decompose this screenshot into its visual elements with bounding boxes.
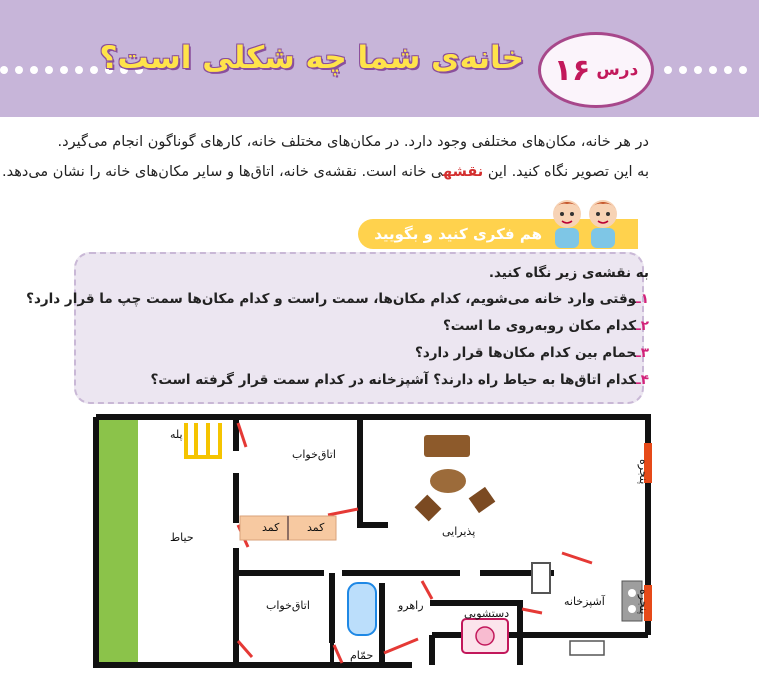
question-number: ۱ـ [636,291,649,307]
label-kitchen: آشپزخانه [564,595,605,608]
label-window-1: پنجره [637,459,650,485]
label-washroom: دستشویی [464,607,510,620]
question-item [443,318,649,334]
question-number: ۴ـ [636,372,649,388]
question-item [415,345,649,361]
label-stairs: پله [170,428,183,441]
label-closet-1: کمد [262,521,280,534]
armchair-icon [415,495,442,522]
lesson-badge-word: درس [596,60,639,80]
label-bathroom: حمّام [350,649,374,662]
label-yard: حیاط [170,531,194,544]
question-number: ۲ـ [636,318,649,334]
questions-prompt: به نقشه‌ی زیر نگاه کنید. [488,265,649,281]
question-text: وقتی وارد خانه می‌شویم، کدام مکان‌ها، سمت راست و کدام مکان‌ها سمت چپ ما قرار دارد؟ [26,291,637,307]
label-bedroom-2: اتاق‌خواب [266,599,310,612]
question-text: کدام مکان روبه‌روی ما است؟ [442,318,637,334]
table-icon [430,469,466,493]
sofa-icon [424,435,470,457]
label-closet-2: کمد [307,521,325,534]
intro-line-2-before: به این تصویر نگاه کنید. این [483,164,649,180]
decorative-dots-right [664,66,747,78]
question-text: حمام بین کدام مکان‌ها قرار دارد؟ [415,345,637,361]
bathtub-icon [348,583,376,635]
intro-line-2 [2,164,649,180]
floor-plan-drawing [92,413,652,676]
lesson-badge-number: ۱۶ [553,52,591,88]
lesson-header [0,0,759,117]
label-hallway: راهرو [398,599,424,612]
intro-line-1: در هر خانه، مکان‌های مختلفی وجود دارد. در مکان‌های مختلف خانه، کارهای گوناگون انجام می‌گیرد. [57,134,649,150]
yard-grass [98,419,138,665]
armchair-icon [469,487,496,513]
question-number: ۳ـ [636,345,649,361]
activity-banner: هم فکری کنید و بگویید [358,219,638,249]
label-window-2: پنجره [637,589,650,615]
lesson-badge [538,32,654,108]
question-item [26,291,649,307]
floor-plan [92,413,652,676]
label-living-room: پذیرایی [442,525,476,538]
intro-line-2-highlight: نقشه [443,164,484,180]
sink-icon [570,641,604,655]
fridge-icon [532,563,550,593]
intro-line-2-after: ی خانه است. نقشه‌ی خانه، اتاق‌ها و سایر مکان‌های خانه را نشان می‌دهد. [2,164,444,180]
stairs [186,423,220,457]
label-bedroom-1: اتاق‌خواب [292,448,336,461]
children-illustration-icon [545,192,625,248]
question-text: کدام اتاق‌ها به حیاط راه دارند؟ آشپزخانه در کدام سمت قرار گرفته است؟ [150,372,637,388]
lesson-title: خانه‌ی شما چه شکلی است؟ [99,40,524,76]
question-item [151,372,650,388]
